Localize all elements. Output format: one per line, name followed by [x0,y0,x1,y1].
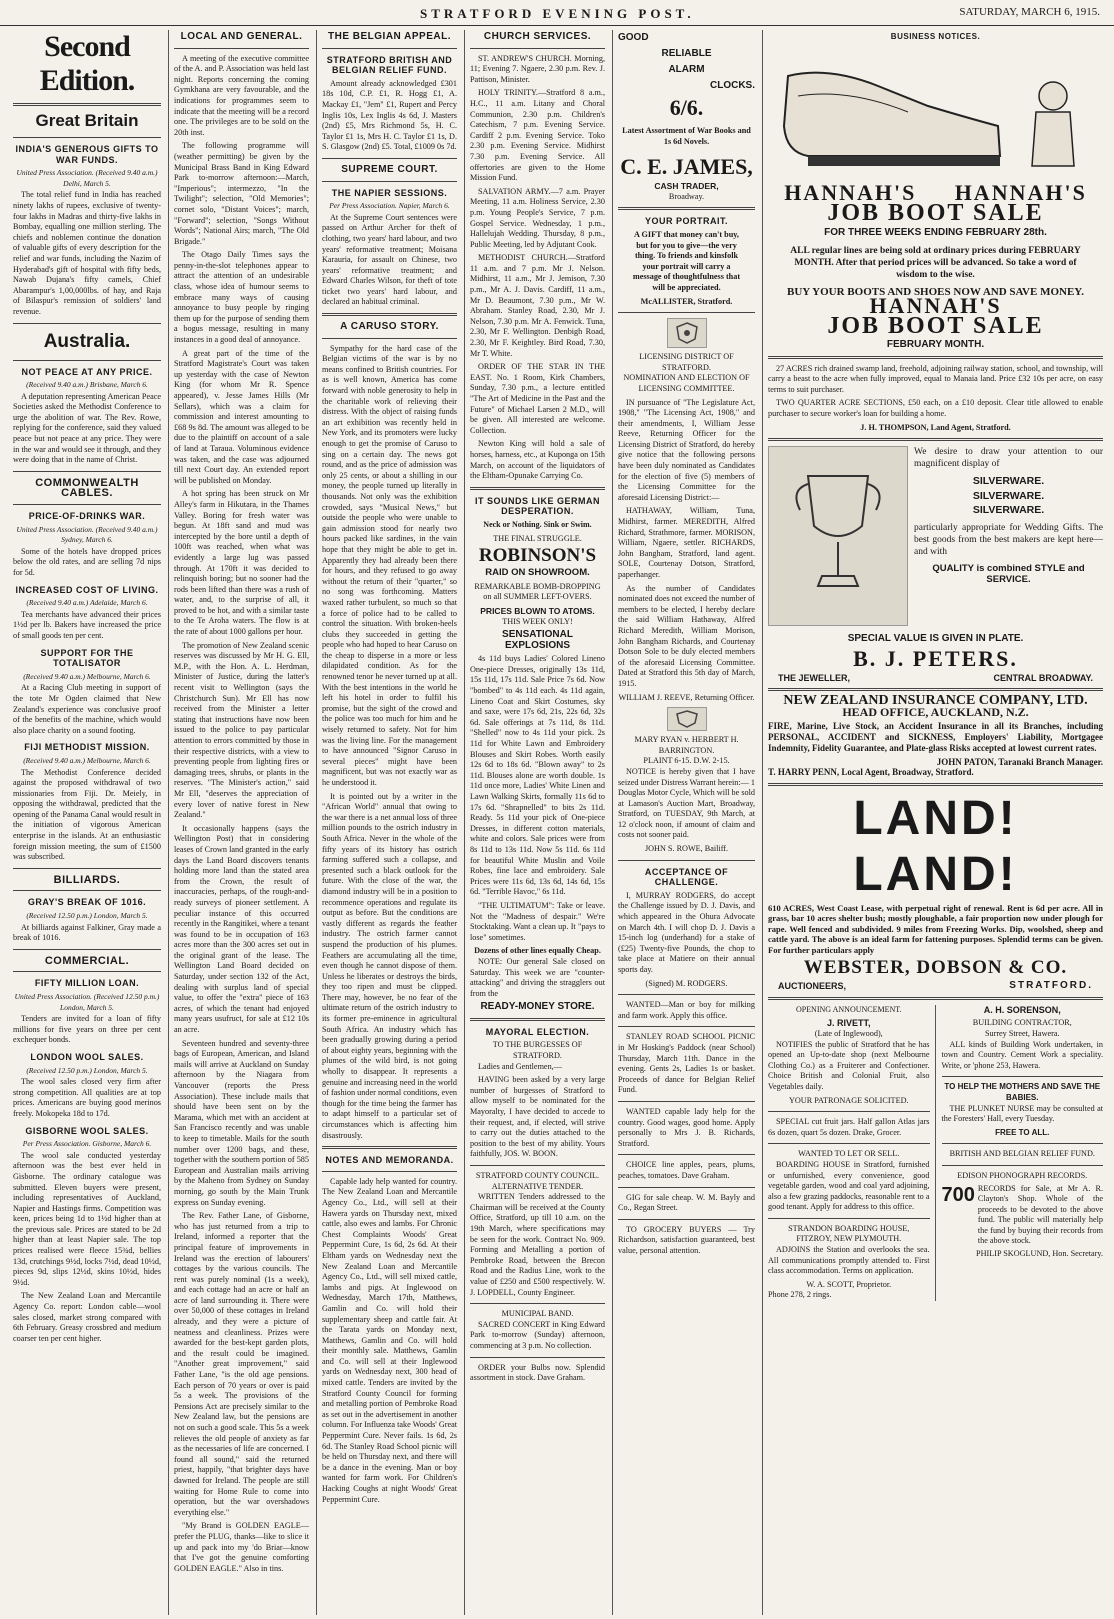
ad-text: IN pursuance of "The Legislature Act, 1908," "The Licensing Act, 1908," and their amendments, I, William Jesse Reeve, Returning Officer for the Licensing District of Stratford, do hereby give notice that the following persons have been duly nominated as Candidates for the election of five (5) members of the Licensing Committee for the aforesaid Licensing District:— [618,397,755,502]
headline-drinks: PRICE-OF-DRINKS WAR. [28,511,146,522]
divider [768,1111,930,1112]
coat-of-arms-emblem [667,318,707,348]
headline-caruso: A CARUSO STORY. [340,321,439,333]
divider [942,1076,1104,1077]
article-text: Sympathy for the hard case of the Belgian victims of the war is by no means confined to British countries. For as is well known, America has come forward with noble generosity to help in the charitable work of relieving their distress. With the object of raising funds an art exhibition was recently held in New York, and its promoters were lucky enough to get the promise of Caruso to sing on a certain day. The news got round, and as the price of admission was only 25 cents, or about a shilling in our money, the people turned up literally in thousands. Not only was the exhibition crowded, says "Musical News," but outside the people who were unable to gain admission stood for nearly two hours packed like sardines, in the vain hope that they might be able to get in. Apparently they had already been there for hours, and they refused to go away without the return of their "quarter," so no song was forthcoming. Matters waxed rather turbulent, so much so that a force of police had to be called to control the situation. With broken-heels clubs they succeeded in getting the people who had hoped to hear Caruso on the cheap to disperse in a more or less dilapidated condition. As for the renowned tenor he never turned up at all. With the best intentions in the world he left his hotel in order to fulfil his promise, but the sight of the crowd and the police was too much for him and he wisely returned to safety. Not for him was the living line. For the management to have announced "Signor Caruso in several pieces" might have been magnificent, but was not exactly war as he understood it. [322,343,457,787]
divider [13,103,161,106]
hannahs-brand: HANNAH'S [784,179,917,205]
crest-icon [671,709,703,729]
article-text: Amount already acknowledged £301 18s 10d, C.P. £1, R. Hogg £1, A. Mackay £1, "Jem" £1, Rupert and Percy Inglis 10s, Lex Inglis 4s 6d, J. Masters (2nd) £5, Mrs Richmond 5s, H. C. Taylor £1 1s, Mrs H. C. Taylor £1 1s, D. S. Glasgow (2nd) £5. Total, £1009 0s 7d. [322,78,457,152]
church-notice: ST. ANDREW'S CHURCH. Morning, 11; Evening 7. Ngaere, 2.30 p.m. Rev. J. Pattison, Minister. [470,53,605,84]
ad-tagline: Neck or Nothing. Sink or Swim. [483,519,592,529]
ad-subheading: FEBRUARY MONTH. [886,338,985,350]
ad-text: (Signed) M. RODGERS. [645,978,728,988]
records-count: 700 [941,1183,975,1206]
ad-subheading: FREE TO ALL. [995,1127,1050,1137]
divider [13,971,161,972]
divider [618,1187,755,1188]
ad-text: ALL kinds of Building Work undertaken, in town and Country. Cement Work a speciality. Write, or 'phone 253, Hawera. [941,1039,1103,1070]
column-5 [612,30,760,1615]
article-text: The total relief fund in India has reached ninety lakhs of rupees, exclusive of twenty-four lakhs in Madras and thirty-five lakhs in Bombay, equalling one million sterling. The chiefs and noblemen continue the donation of valuable gifts of every description for the relief and war funds, including the Nazim of Hyderabad's gift of hospital with fifty beds, Nawab Dujana's fifty camels, Chief Abarampur's 1,00,000lbs. of hay, and Raja of Bilaspur's remission of soldiers' land revenue. [13,190,161,316]
divider [322,1171,457,1172]
headline-tote: SUPPORT FOR THE TOTALISATOR [40,647,134,669]
ad-subheading: AUCTIONEERS, [778,981,847,992]
ad-text: FIRE, Marine, Live Stock, an Accident Insurance in all its Branches, including PERSONAL, ACCIDENT and SICKNESS, Employers' Liability, Mortgagee Indemnity, Fidelity Guarantee, and Plate-glass Risks accepted at lowest current rates. [768,720,1103,753]
ad-headline-german: IT SOUNDS LIKE GERMAN DESPERATION. [474,495,600,517]
ad-text: NOTE: Our general Sale closed on Saturday. This week we are "counter-attacking" and driving the stragglers out from the [470,956,605,998]
silverware-heading: SILVERWARE. [972,475,1045,488]
ad-text: BOARDING HOUSE in Stratford, furnished or unfurnished, every convenience, good vegetable garden, wood and coal yard adjoining, also a few grazing paddocks, reasonable rent to a good tenant. Apply for address to this office. [768,1159,930,1212]
dateline: (Received 9.40 a.m.) Adelaide, March 6. [26,598,148,608]
land-heading: LAND! LAND! [853,791,1018,901]
column-2 [168,30,314,1615]
divider [618,860,755,861]
divider [618,994,755,995]
section-heading-cables: COMMONWEALTH CABLES. [35,476,139,500]
ad-text: J. H. THOMPSON, Land Agent, Stratford. [860,422,1011,432]
ad-text: Surrey Street, Hawera. [984,1028,1060,1038]
divider [470,1165,605,1166]
ad-text: NOTICE is hereby given that I have seized under Distress Warrant herein:— 1 Douglas Motor Cycle, Which will be sold at Lamason's Auction Mart, Broadway, Stratford, on TUESDAY, 9th March, at 12 o'clock noon, if amount of claim and costs not sooner paid. [618,766,755,840]
headline-gisborne-wool: GISBORNE WOOL SALES. [25,1125,149,1136]
ad-subheading: OPENING ANNOUNCEMENT. [795,1004,902,1014]
divider [768,438,1103,441]
article-text: The Otago Daily Times says the penny-in-the-slot telephones appear to attract the attention of an undesirable class, whose idea of humour seems to embrace many ways of causing annoyance to busy people by ringing them up for the purpose of sending them a bogus message, resulting in many instances in a good deal of annoyance. [174,250,309,345]
peters-brand: B. J. PETERS. [853,645,1018,671]
dateline: United Press Association. (Received 9.40 a.m.) Delhi, March 5. [16,168,158,188]
edition-banner: Second Edition. [39,30,135,97]
article-text: Seventeen hundred and seventy-three bags of European, American, and Island mails will arrive at Auckland on Sunday afternoon by the Niagara from Vancouver (reports the Press Association). These include mails that should have been sent on by the Marama, which met with an accident at San Francisco recently and was unable to keep to timetable. Mails for the south number over 1200 bags, and these, together with the southern portion of 585 European and Australian mails arriving by the Maheno from Sydney on Sunday morning, go south by the Main Trunk express on Sunday evening. [174,1038,309,1207]
divider [322,158,457,159]
dateline: (Received 9.40 a.m.) Melbourne, March 6. [23,755,151,765]
dateline: United Press Association. (Received 12.50 p.m.) London, March 5. [14,992,160,1012]
divider [618,312,755,313]
ad-text: REMARKABLE BOMB-DROPPING on all SUMMER LEFT-OVERS. [474,581,601,602]
section-heading-business: BUSINESS NOTICES. [890,32,981,41]
divider [322,1146,457,1149]
ad-subheading: EDISON PHONOGRAPH RECORDS. [957,1170,1088,1180]
job-boot-sale-title: JOB BOOT SALE [827,312,1044,339]
article-text: Tea merchants have advanced their prices 1½d per lb. Bakers have increased the price of small goods ten per cent. [13,609,161,640]
divider [470,1303,605,1304]
ad-subheading: STRATFORD. [1009,980,1093,992]
ad-text: THIS WEEK ONLY! [502,616,573,626]
section-heading-commercial: COMMERCIAL. [44,954,130,967]
divider [618,1154,755,1155]
section-heading-billiards: BILLIARDS. [53,873,121,886]
silverware-heading: SILVERWARE. [972,489,1045,502]
webster-address-row [768,981,1103,992]
divider [768,783,1103,786]
article-text: The New Zealand Loan and Mercantile Agency Co. report: London cable—wool sales closed, market strong compared with 6th February. Greasy crossbred and medium coarser ten per cent higher. [13,1291,161,1343]
section-heading-britain: Great Britain [35,111,139,130]
article-text: A meeting of the executive committee of the A. and P. Association was held last night. Reports concerning the coming Gymkhana are very favourable, and the indications for programmes seem to indicate that the meeting will be a record one. The privileges are to be sold on the 20th inst. [174,53,309,137]
bottom-ads-left [768,1005,936,1301]
ad-subheading: TO HELP THE MOTHERS AND SAVE THE BABIES. [944,1082,1101,1102]
ad-subheading: READY-MONEY STORE. [480,1001,595,1013]
ad-text: JOHN PATON, Taranaki Branch Manager. [936,756,1103,767]
ad-subheading: LICENSING DISTRICT OF STRATFORD. [639,352,734,372]
boot-illustration-icon [768,46,1104,186]
headline-living: INCREASED COST OF LIVING. [15,584,159,595]
ad-text: Broadway. [668,191,705,201]
ad-subheading: BUILDING CONTRACTOR, [972,1018,1072,1028]
headline-gray: GRAY'S BREAK OF 1016. [27,897,147,908]
hannahs-heading-row [768,179,1103,205]
bottom-ads-row [768,1005,1103,1301]
divider [618,207,755,210]
silverware-heading: SILVERWARE. [972,504,1045,517]
ad-text: W. A. SCOTT, Proprietor. [806,1279,892,1289]
article-text: Some of the hotels have dropped prices below the old rates, and are selling 7d nips for 5d. [13,546,161,577]
divider [322,48,457,49]
james-brand: C. E. JAMES, [620,154,753,180]
ad-text: T. HARRY PENN, Local Agent, Broadway, Stratford. [768,767,974,778]
article-text: The Methodist Conference decided against the proposed withdrawal of two missionaries from Fiji. Dr. Meiely, in opposing the withdrawal, predicted that the opening of the Panama Canal would result in the initiation of vigorous American enterprise in the islands. At an enthusiastic foreign mission meeting, the sum of £1500 was subscribed. [13,767,161,862]
ad-text: 4s 11d buys Ladies' Colored Lineno One-piece Dresses, originally 13s 11d, 15s 11d, 17s 11d. Sale Price 7s 6d. Now "bombed" to 4s 11d each. 4s 11d again, Lineno Coat and Skirt Costumes, sky and saxe, were 17s 6d, 21s, 22s 6d, 32s 6d. Sale offerings at 7s 11d, 8s 11d. "Shelled" now to 4s 11d your pick. 2s 11d for White Lawn and Embroidery Blouses and Skirt Robes. Worth easily 12s 6d to 18s 6d. "Blown away" to 2s 11d. Blouses alone are worth double. 1s 11d once more, Ladies' White Linen and Lawn Walking Skirts, formally 11s 6d to 17s 6d. "Shrapnelled" to bits 2s 11d. Ready. 5s 11d your pick of One-piece Dresses, in different cotton materials, white and colors. Sale prices were from 8s 11d to 13s 11d. Now 5s 11d. 6s 11d for beautiful White Muslin and Voile Robes, fine lace and embroidery. Sale Prices were 11s 6d, 13s 6d, 14s 6d, 15s 6d. "Terrible Havoc," 6s 11d. [470,654,605,897]
newspaper-title: STRATFORD EVENING POST. [420,6,695,21]
ad-text: We desire to draw your attention to our magnificent display of [914,447,1103,470]
headline-relief-fund: STRATFORD BRITISH AND BELGIAN RELIEF FUND. [326,54,453,76]
coat-of-arms-emblem [667,707,707,731]
divider [13,949,161,950]
dateline: Per Press Association. Gisborne, March 6. [22,1139,152,1149]
ad-text: ADJOINS the Station and overlooks the sea. All communications promptly attended to. First class accommodation. Terms on application. [768,1245,930,1276]
column-1 [8,30,166,1615]
ad-text: WRITTEN Tenders addressed to the Chairman will be received at the County Office, Stratford, up till 10 a.m. on the 19th March, where specifications may be seen for the work. Contract No. 909. Forming and Metalling a portion of Pembroke Road, between the Brecon Road and the Radius Line, work to the value of £250 and £500 respectively. W. J. LOPDELL, County Engineer. [470,1192,605,1297]
church-notice: METHODIST CHURCH.—Stratford 11 a.m. and 7 p.m. Mr J. Nelson. Midhirst, 11 a.m., Mr J. Jemison, 7.30 p.m., Mr A. J. Davis. Cardiff, 11 a.m., Mr D. Beaumont, 7.30 p.m., Mr W. Abraham. Stanley Road, 2.30, Mr J. Nelson, 7.30 p.m. Mr A. Fenwick. Tuna, 2.30, Mr F. Wellington. Denbigh Road, 2.30, Mr F. Keightley. Bird Road, 7.30, Mr T. White. [470,253,605,358]
silverware-ad [768,446,1103,626]
ad-subheading: TO THE BURGESSES OF STRATFORD. [492,1040,583,1061]
webster-dobson-brand: WEBSTER, DOBSON & CO. [803,957,1068,979]
clocks-price: 6/6. [669,95,704,120]
ad-text: ALL regular lines are being sold at ordinary prices during FEBRUARY MONTH. After that period prices will be advanced. So take a word of wisdom to the wise. [790,245,1081,280]
divider [470,487,605,490]
ad-text: WANTED capable lady help for the country. Good wages, good home. Apply personally to Mrs J. B. Richards, Stratford. [618,1106,755,1148]
ad-text: McALLISTER, Stratford. [640,296,733,306]
dateline: United Press Association. (Received 9.40 a.m.) Sydney, March 6. [16,524,158,545]
headline-mayoral: MAYORAL ELECTION. [485,1026,590,1037]
ad-subheading: RAID ON SHOWROOM. [485,567,590,579]
article-text: Tenders are invited for a loan of fifty millions for five years on three per cent exchequer bonds. [13,1014,161,1045]
column-6-advertisements [762,30,1108,1615]
divider [13,504,161,505]
article-text: At billiards against Falkiner, Gray made a break of 1016. [13,922,161,943]
clocks-ad-line: RELIABLE [661,48,712,59]
church-notice: ORDER OF THE STAR IN THE EAST. No. 1 Room, Kirk Chambers, Sunday, 7.30 p.m., a lecture entitled "The Art of Medicine in the Past and the Future" of Michael Larsen 2 M.D., will be given. All interested are welcome. Collection. [470,362,605,435]
peters-address-row [768,673,1103,684]
ad-subheading: WANTED TO LET OR SELL. [798,1149,900,1159]
section-heading-australia: Australia. [43,330,131,352]
divider [174,48,309,49]
ad-subheading: THE JEWELLER, [778,672,851,683]
ad-text: GIG for sale cheap. W. M. Bayly and Co., Regan Street. [618,1192,755,1213]
divider [470,1018,605,1021]
ad-subheading: HEAD OFFICE, AUCKLAND, N.Z. [842,704,1029,719]
ad-subheading: CENTRAL BROADWAY. [993,672,1093,683]
ad-subheading: YOUR PATRONAGE SOLICITED. [788,1095,909,1105]
ad-text: WILLIAM J. REEVE, Returning Officer. [618,692,755,702]
section-heading-belgian: THE BELGIAN APPEAL. [327,31,452,42]
ad-text: SACRED CONCERT in King Edward Park to-morrow (Sunday) afternoon, commencing at 3 p.m. No collection. [470,1319,605,1350]
divider [13,890,161,891]
trophy-cup-icon [778,456,898,616]
ad-text: 27 ACRES rich drained swamp land, freehold, adjoining railway station, school, and township, will carry a beast to the acre when fully improved, equal to Manaia land. Price £32 10s per acre, on easy terms to suit purchaser. [768,363,1103,394]
article-text: At the Supreme Court sentences were passed on Arthur Archer for theft of clothing, two years' hard labour, and two years' reformative treatment; Moisana Karauria, for assault on Chinese, two years' reformative treatment; and Edward Charles Wilson, for theft of tote ticket two years' hard labour, and declared an habitual criminal. [322,212,457,307]
ad-subheading: MUNICIPAL BAND. [501,1309,574,1319]
boot-ad-illustration [768,46,1103,186]
headline-peace: NOT PEACE AT ANY PRICE. [21,366,153,377]
divider [322,181,457,182]
article-text: The wool sales closed very firm after strong competition. All qualities are at top prices. Americans are buying good merinos freely. Mokopeka 18d to 17d. [13,1077,161,1118]
divider [942,1165,1104,1166]
ad-subheading: CASH TRADER, [654,181,719,192]
article-text: A deputation representing American Peace Societies asked the Methodist Conference to urge the abolition of war. The Rev. Rowe, replying for the conference, said they valued peace but not peace at any price. They were in the war and would see it through, and they were doing that in the name of Christ. [13,391,161,465]
ad-text: A GIFT that money can't buy, but for you to give—the very thing. To friends and kinsfolk your portrait will carry a message of thoughtfulness that will be appreciated. [632,229,741,292]
ad-text: STANLEY ROAD SCHOOL PICNIC in Mr Hosking's Paddock (near School) Thursday, March 11th. Dance in the evening. Gents 2s, Ladies 1s or basket. Proceeds of dance for Belgian Relief Fund. [618,1032,755,1095]
divider [768,688,1103,691]
divider [768,1143,930,1144]
ad-subheading: BRITISH AND BELGIAN RELIEF FUND. [949,1149,1095,1159]
article-text: Newton King will hold a sale of horses, harness, etc., at Kuponga on 15th March, on account of the liquidators of the Eltham-Opunake Carrying Co. [470,439,605,481]
rivett-brand: J. RIVETT, [826,1018,871,1029]
robinsons-brand: ROBINSON'S [478,545,597,567]
divider [618,1026,755,1027]
divider [942,1143,1104,1144]
ad-text: CHOICE line apples, pears, plums, peaches, tomatoes. Dave Graham. [618,1160,755,1180]
ad-subheading: PRICES BLOWN TO ATOMS. [480,605,595,616]
divider [13,137,161,138]
ad-subheading: STRANDON BOARDING HOUSE, [788,1223,910,1233]
column-3 [316,30,462,1615]
ad-subheading: BUY YOUR BOOTS AND SHOES NOW AND SAVE MONEY. [787,285,1084,298]
headline-loan: FIFTY MILLION LOAN. [34,978,140,989]
headline-london-wool: LONDON WOOL SALES. [30,1051,144,1062]
edison-row [942,1184,1104,1248]
hannahs-brand: HANNAH'S [869,293,1002,319]
dateline: (Received 9.40 a.m.) Melbourne, March 6. [23,671,151,681]
headline-portrait: YOUR PORTRAIT. [644,216,728,227]
dateline: (Received 12.50 p.m.) London, March 5. [26,911,148,921]
ad-text: JOHN S. ROWE, Bailiff. [644,844,729,854]
divider [768,356,1103,359]
church-notice: HOLY TRINITY.—Stratford 8 a.m., H.C., 11 a.m. Litany and Choral Communion, 2.30 p.m. Children's Catechism, 7 p.m. Evening Service. Cardiff 2 p.m. Evening Service. Toko 2.30 p.m. Evening Service. Midhirst 7.30 p.m. Evening Service. All offertories are given to the Home Mission Fund. [470,88,605,183]
divider [13,471,161,472]
section-heading-notes: NOTES AND MEMORANDA. [325,1155,454,1166]
divider [618,1219,755,1220]
issue-date: SATURDAY, MARCH 6, 1915. [959,6,1100,18]
silverware-illustration [768,446,908,626]
divider [768,997,1103,1000]
ad-text: THE PLUNKET NURSE may be consulted at the Foresters' Hall, every Tuesday. [941,1103,1103,1124]
article-text: A great part of the time of the Stratford Magistrate's Court was taken up yesterday with the case of Newton King (for whom Mr R. Spence appeared), v. Jesse James Hills (Mr Sellars), which was a claim for commission and interest amounting to £68 9s 8d. The amount was alleged to be due to the plaintiff on account of a sale of land at Taraua. Voluminous evidence was taken, and the case was adjourned till next Court day. An extended report will be published on Monday. [174,348,309,485]
ad-text: (Late of Inglewood), [814,1028,883,1038]
ad-text: "THE ULTIMATUM": Take or leave. Not the "Madness of despair." We're Stocktaking. Want a clean up. It "pays to lose" sometimes. [470,900,605,942]
section-heading-local: LOCAL AND GENERAL. [180,31,303,42]
silverware-text [914,446,1103,626]
ad-subheading: SPECIAL VALUE IS GIVEN IN PLATE. [847,633,1024,645]
divider [322,313,457,316]
ad-text: Dozens of other lines equally Cheap. [474,946,601,956]
ad-text: TWO QUARTER ACRE SECTIONS, £50 each, on a £10 deposit. Clear title allowed to enable purchaser to secure worker's loan for building a home. [768,398,1103,418]
sorenson-brand: A. H. SORENSON, [983,1004,1061,1015]
dateline: Per Press Association. Napier, March 6. [329,201,450,211]
ad-text: Ladies and Gentlemen,— [478,1061,562,1071]
ad-text: I, MURRAY RODGERS, do accept the Challenge issued by D. J. Davis, and which appeared in the Ohura Advocate on March 4th. I will chop D. J. Davis a 15-inch log (underhand) for a stake of (£25) Twenty-five Pounds, the chop to take place at Matiere on their annual sports day. [618,890,755,974]
article-text: A hot spring has been struck on Mr Alley's farm in Hikutara, in the Thames Valley. Boring for fresh water was begun. At 18ft sand and mud was intercepted by the bore until a depth of 100ft was reached, when what was evidently a large lug was passed through. At 170ft it was decided to relinquish boring; but no sooner had the rods been lifted than there was a rush of water, and, to the surprise of all, it proved to be hot, and with a similar taste to the Te Aroha waters. The flow is at the rate of about 1000 gallons per hour. [174,489,309,637]
ad-text: TO GROCERY BUYERS — Try Richardson, satisfaction guaranteed, best value, personal attention. [618,1224,755,1255]
ad-subheading: FOR THREE WEEKS ENDING FEBRUARY 28th. [824,227,1047,239]
ad-subheading: QUALITY is combined STYLE and SERVICE. [932,562,1085,585]
ad-subheading: ALTERNATIVE TENDER. [491,1181,584,1191]
ad-text: NOTIFIES the public of Stratford that he has opened an Up-to-date shop (next Melbourne Clothing Co.) as a Fruiterer and Confectioner. Choice British and Colonial Fruit, also Vegetables daily. [768,1039,930,1091]
article-text: At a Racing Club meeting in support of the tote Mr Ogden claimed that New Zealand's experience was conclusive proof of the benefits of the machine, which would also place charity on a sound footing. [13,683,161,735]
ad-subheading: THE FINAL STRUGGLE. [493,533,582,543]
ad-text: Latest Assortment of War Books and 1s 6d Novels. [622,126,751,146]
headline-challenge: ACCEPTANCE OF CHALLENGE. [644,866,729,888]
article-text: It occasionally happens (says the Wellington Post) that in considering leases of Crown land granted in the early days the Land Board discovers tenants holding more land than the stated area from the Crown, the result of inaccuracies, perhaps, of the rough-and-ready surveys of pioneer settlement. A peculiar instance of this occurred recently in the Rangitikei, where a tenant was found to be in occupation of 163 acres more than the 300 acres set out in the original grant of the lease. The Wellington Land Board decided on Saturday, under section 132 of the Act, dealing with surplus land of special value, to offer the "extra" piece of 163 acres, of which the tenant had enjoyed many years usufruct, for sale at £12 10s an acre. [174,823,309,1035]
clocks-ad-line: GOOD [618,32,649,43]
bottom-ads-right [942,1005,1104,1301]
ad-subheading: SENSATIONAL EXPLOSIONS [502,629,573,651]
article-text: It is pointed out by a writer in the "African World" annual that owing to the war there is a net annual loss of three million pounds to the ostrich industry in South Africa. Never in the whole of the fifty years of its history has ostrich farming suffered such a collapse, and presented such a black outlook for the future. With the close of the war, the diamond industry will be in a position to recommence operations and regulate its output as before. But the conditions are vastly different as regards the feather industry. The ostrich farmer cannot suspend the production of his plumes. Feathers are accumulating all the time, even though he cannot dispose of them. Unless he liberates or destroys the birds, they too ripen and must be clipped. There may, however, be no fear of the ultimate return of the ostrich industry to its former pre-eminence in agricultural South Africa. An industry which has been gradually growing during a period of about eighty years, beginning with the plumes of the wild bird, is not going wholly to disappear. It represents a genuine and increasing need in the world of fashion under normal conditions, even though for the time being the farmer has to adapt himself to a particular set of circumstances which is affecting him disastrously. [322,791,457,1140]
article-text: The Rev. Father Lane, of Gisborne, who has just returned from a trip to Ireland, informed a reporter that the principal feature of improvements in Ireland was the erection of labourers' cottages by the various councils. The rent was purely nominal (1s a week), and each cottage had an acre or half an acre of land surrounding it. There were over 50,000 of these cottages in Ireland already, and they were a picture of neatness and cleanliness. Prizes were awarded for the best-kept garden plots, and the result could be imagined. "Another great improvement," said Father Lane, "is the old age pensions. Each person of 70 years or over is paid 5s a week. The provisions of the Pensions Act are precisely similar to the New Zealand law, but the pensions are not on such a good scale. This 5s a week relieves the old people of anxiety as far as the necessaries of life are concerned. I found all sound," said the returned priest, happily, "that brighter days have dawned for Ireland. The people are still waiting for Home Rule to come into operation, but the war overshadows everything else." [174,1211,309,1517]
ad-text: PLAINT 6-15. D.W. 2-15. [643,756,730,766]
section-heading-court: SUPREME COURT. [341,163,438,175]
ad-text: WANTED—Man or boy for milking and farm work. Apply this office. [618,1000,755,1020]
article-text: The wool sale conducted yesterday afternoon was the best ever held in Gisborne. The ordinary catalogue was submitted. Eleven buyers were present, including representatives of Auckland, Napier and Hastings firms. Competition was keen, prices being 1d to 1½d higher than at the previous sale. Prices are stated to be 2d higher than at least Napier sale. The top prices realised were fleece 15¾d, bellies 13d, crutchings 9½d, locks 7½d, dead 10½d, pieces 9d, slips 12½d, skins 10½d, hides 9½d. [13,1150,161,1287]
ad-text: 610 ACRES, West Coast Lease, with perpetual right of renewal. Rent is 6d per acre. All in grass, bar 10 acres shelter bush; mostly ploughable, a fair proportion now under plough for rape. Well fenced and subdivided. 9 miles from Freezing Works. Dip, woolshed, sheep and cattle yard. The above is an ideal farm for fattening purposes. Splendid terms can be given. For further particulars apply [768,902,1103,955]
hannahs-brand: HANNAH'S [954,179,1087,205]
ad-text: particularly appropriate for Wedding Gifts. The best goods from the best makers are kept here—and with [914,522,1103,557]
masthead [0,0,1114,26]
ad-subheading: NOMINATION AND ELECTION OF LICENSING COMMITTEE. [623,373,750,393]
divider [13,323,161,324]
dateline: (Received 9.40 a.m.) Brisbane, March 6. [26,380,148,390]
divider [470,48,605,49]
ad-text: ORDER your Bulbs now. Splendid assortment in stock. Dave Graham. [470,1362,605,1383]
divider [618,1101,755,1102]
crest-icon [671,321,703,345]
divider [13,868,161,869]
divider [13,360,161,361]
divider [768,1218,930,1219]
headline-india: INDIA'S GENEROUS GIFTS TO WAR FUNDS. [15,144,159,165]
church-notice: SALVATION ARMY.—7 a.m. Prayer Meeting, 11 a.m. Holiness Service, 2.30 p.m. Young People's Service, 7 p.m. Gospel Service. Wednesday, 1 p.m., Hallelujah Wedding. Thursday, 8 p.m., Public Meeting, led by Adjutant Cook. [470,186,605,249]
article-text: "My Brand is GOLDEN EAGLE—prefer the PLUG, thanks—like to slice it up and pack into my 'do Briar—know that I've got the genuine comforting GOLDEN EAGLE." Also in tins. [174,1521,309,1573]
clocks-ad-line: CLOCKS. [710,80,755,91]
column-4 [464,30,610,1615]
ad-text: RECORDS for Sale, at Mr A. R. Clayton's Shop. Whole of the proceeds to be devoted to the above fund. The public will materially help the fund by buying their records from the above stock. [977,1183,1103,1246]
article-text: Capable lady help wanted for country. The New Zealand Loan and Mercantile Agency Co., Ltd., will sell at their Hawera yards on Thursday next, mixed cattle, also ewes and lambs. For Chronic Chest Complaints Woods' Great Peppermint Cure, 1s 6d, 2s 6d. At their Eltham yards on Wednesday next the New Zealand Loan and Mercantile Agency Co., Ltd., will sell mixed cattle, lambs and pigs. At Inglewood on Wednesday, March 17th, Matthews, Gamlin and Co. will hold their supplementary sheep and cattle fair. At the Tarata yards on Monday next, Matthews, Gamlin and Co. will hold their monthly sale. Matthews, Gamlin and Co. will sell at their Inglewood yards on Wednesday next, 300 head of mixed cattle. Tenders are invited by the Stratford County Council for forming and metalling portion of Pembroke Road as set out in the advertisement in another column. For Influenza take Woods' Great Peppermint Cure. Never fails. 1s 6d, 2s 6d. The Stanley Road School picnic will be held on Thursday next, and there will be a dance in the evening. Man or boy wanted for farm work. For Children's Hacking Coughs at night Woods' Great Peppermint Cure. [322,1176,457,1504]
section-heading-church: CHURCH SERVICES. [483,31,592,42]
ad-text: FITZROY, NEW PLYMOUTH. [796,1234,902,1244]
ad-text: SPECIAL cut fruit jars. Half gallon Atlas jars 6s dozen, quart 5s dozen. Drake, Grocer. [768,1117,930,1137]
headline-fiji: FIJI METHODIST MISSION. [24,742,150,753]
ad-text: As the number of Candidates nominated does not exceed the number of members to be elected, I hereby declare the said William Hathaway, Alfred Richard Meredith, William Morison, John Bangham Richards, and Courtenay Dotson Sole to be duly elected members of the aforesaid Licensing Committee. Dated at Stratford this 5th day of March, 1915. [618,583,755,688]
dateline: (Received 12.50 p.m.) London, March 5. [26,1065,148,1075]
ad-text: PHILIP SKOGLUND, Hon. Secretary. [976,1249,1103,1259]
clocks-ad-line: ALARM [668,64,705,75]
headline-napier: THE NAPIER SESSIONS. [331,187,448,198]
ad-text: Phone 278, 2 rings. [768,1290,832,1300]
divider [322,338,457,339]
ad-text: HAVING been asked by a very large number of burgesses of Stratford to allow myself to be nominated for the Mayoralty, I have decided to accede to their request, and, if elected, will strive to carry out the duties attached to the position to the best of my ability. Yours faithfully, JOS. W. BOON. [470,1075,605,1159]
ad-text: HATHAWAY, William, Tuna, Midhirst, farmer. MEREDITH, Alfred Richard, Strathmore, farmer. MORISON, William, Ngaere, settler. RICHARDS, John Bangham, Stratford, land agent. SOLE, Courtenay Dotson, Stratford, paperhanger. [618,506,755,579]
ad-subheading: MARY RYAN v. HERBERT H. BARRINGTON. [634,735,739,755]
article-text: The promotion of New Zealand scenic reserves was discussed by Mr H. G. Ell, M.P., with the Hon. A. L. Herdman, Minister of Justice, during the latter's recent visit to Wellington (says the Christchurch Sun). Mr Ell has now received from the Minister a letter stating that instructions have now been issued to the police to pay particular attention to errors committed by those in their respective districts, with a view to preventing people from lighting fires or damaging trees, shrubs, or plants in the reserves. "The Minister's action," said Mr Ell, "deserves the appreciation of every lover of native forest in New Zealand." [174,640,309,820]
nz-insurance-heading: NEW ZEALAND INSURANCE COMPANY, LTD. [783,693,1088,709]
article-text: The following programme will (weather permitting) be given by the Municipal Brass Band in King Edward Park to-morrow afternoon:—March, "Imperious"; intermezzo, "In the Twilight"; selection, "Old Memories"; cornet solo, "Distant Voices"; march, "Forward"; selection, "Songs Without Words"; National Airs; march, "The Old Brigade." [174,141,309,246]
ad-subheading: STRATFORD COUNTY COUNCIL. [475,1171,600,1180]
divider [470,1357,605,1358]
job-boot-sale-title: JOB BOOT SALE [827,200,1044,227]
